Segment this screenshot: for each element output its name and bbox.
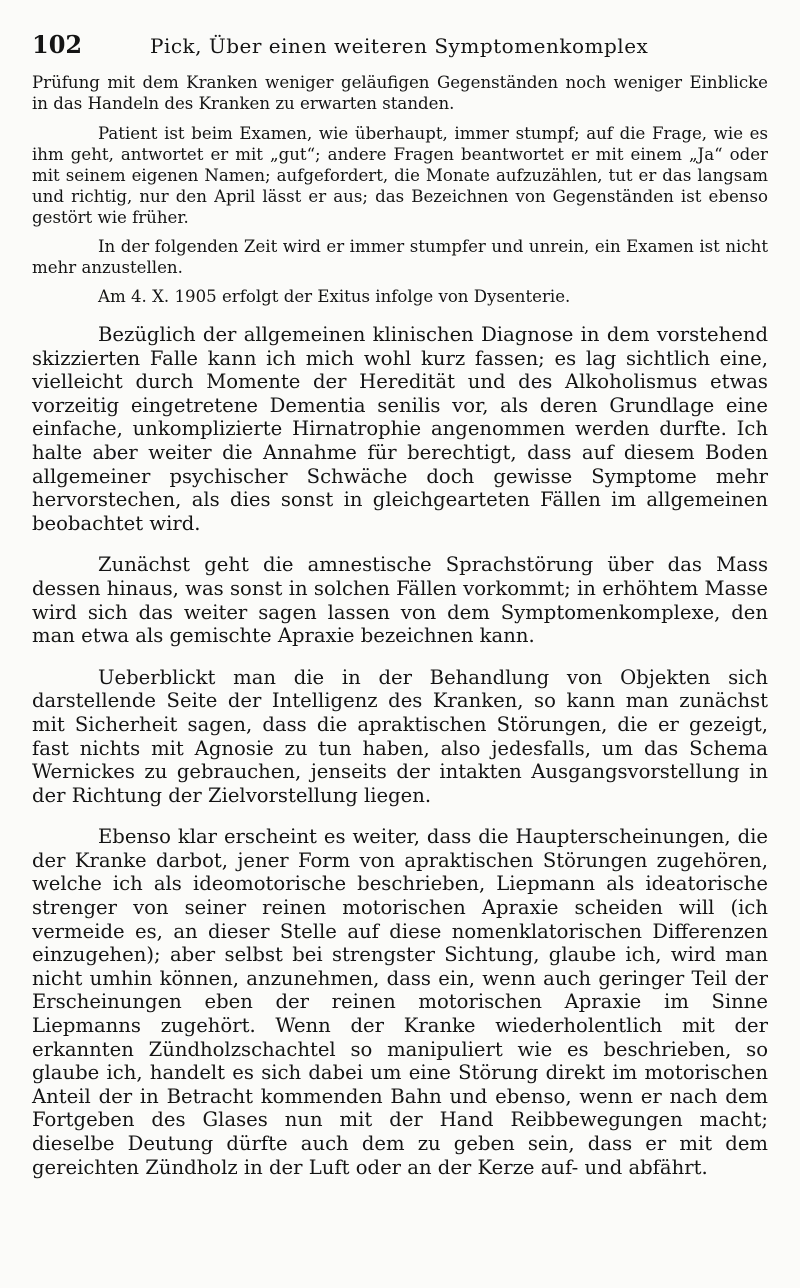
case-note-paragraph: Prüfung mit dem Kranken weniger geläufigen Gegenständen noch weniger Einblicke in das Handeln des Kranken zu erwarten standen. (32, 73, 768, 113)
body-paragraph: Ebenso klar erscheint es weiter, dass die Haupterscheinungen, die der Kranke darbot, jener Form von apraktischen Störungen zugehören, welche ich als ideomotorische beschrieben, Liepmann als ideatorische strenger von seiner reinen motorischen Apraxie scheiden will (ich vermeide es, an dieser Stelle auf diese nomenklatorischen Differenzen einzugehen); aber selbst bei strengster Sichtung, glaube ich, wird man nicht umhin können, anzunehmen, dass ein, wenn auch geringer Teil der Erscheinungen eben der reinen motorischen Apraxie im Sinne Liepmanns zugehört. Wenn der Kranke wiederholentlich mit der erkannten Zündholzschachtel so manipuliert wie es beschrieben, so glaube ich, handelt es sich dabei um eine Störung direkt im motorischen Anteil der in Betracht kommenden Bahn und ebenso, wenn er nach dem Fortgeben des Glases nun mit der Hand Reibbewegungen macht; dieselbe Deutung dürfte auch dem zu geben sein, dass er mit dem gereichten Zündholz in der Luft oder an der Kerze auf- und abfährt. (32, 825, 768, 1179)
body-paragraph: Ueberblickt man die in der Behandlung von Objekten sich darstellende Seite der Intelligenz des Kranken, so kann man zunächst mit Sicherheit sagen, dass die apraktischen Störungen, die er gezeigt, fast nichts mit Agnosie zu tun haben, also jedesfalls, um das Schema Wernickes zu gebrauchen, jenseits der intakten Ausgangsvorstellung in der Richtung der Zielvorstellung liegen. (32, 665, 768, 807)
page-number: 102 (32, 30, 83, 59)
case-notes (32, 72, 768, 307)
page-header (32, 30, 772, 64)
case-note-paragraph: In der folgenden Zeit wird er immer stumpfer und unrein, ein Examen ist nicht mehr anzustellen. (32, 237, 768, 277)
running-title: Pick, Über einen weiteren Symptomenkomplex (150, 34, 649, 58)
case-note-paragraph: Patient ist beim Examen, wie überhaupt, immer stumpf; auf die Frage, wie es ihm geht, antwortet er mit „gut“; andere Fragen beantwortet er mit einem „Ja“ oder mit seinem eigenen Namen; aufgefordert, die Monate aufzuzählen, tut er das langsam und richtig, nur den April lässt er aus; das Bezeichnen von Gegenständen ist ebenso gestört wie früher. (32, 124, 768, 227)
case-note-paragraph: Am 4. X. 1905 erfolgt der Exitus infolge von Dysenterie. (98, 287, 571, 306)
body-paragraph: Bezüglich der allgemeinen klinischen Diagnose in dem vorstehend skizzierten Falle kann ich mich wohl kurz fassen; es lag sichtlich eine, vielleicht durch Momente der Heredität und des Alkoholismus etwas vorzeitig eingetretene Dementia senilis vor, als deren Grundlage eine einfache, unkomplizierte Hirnatrophie angenommen werden durfte. Ich halte aber weiter die Annahme für berechtigt, dass auf diesem Boden allgemeiner psychischer Schwäche doch gewisse Symptome mehr hervorstechen, als dies sonst in gleichgearteten Fällen im allgemeinen beobachtet wird. (32, 323, 768, 535)
main-text (32, 323, 768, 1179)
body-paragraph: Zunächst geht die amnestische Sprachstörung über das Mass dessen hinaus, was sonst in solchen Fällen vorkommt; in erhöhtem Masse wird sich das weiter sagen lassen von dem Symptomenkomplexe, den man etwa als gemischte Apraxie bezeichnen kann. (32, 553, 768, 648)
page-body (32, 72, 768, 1179)
